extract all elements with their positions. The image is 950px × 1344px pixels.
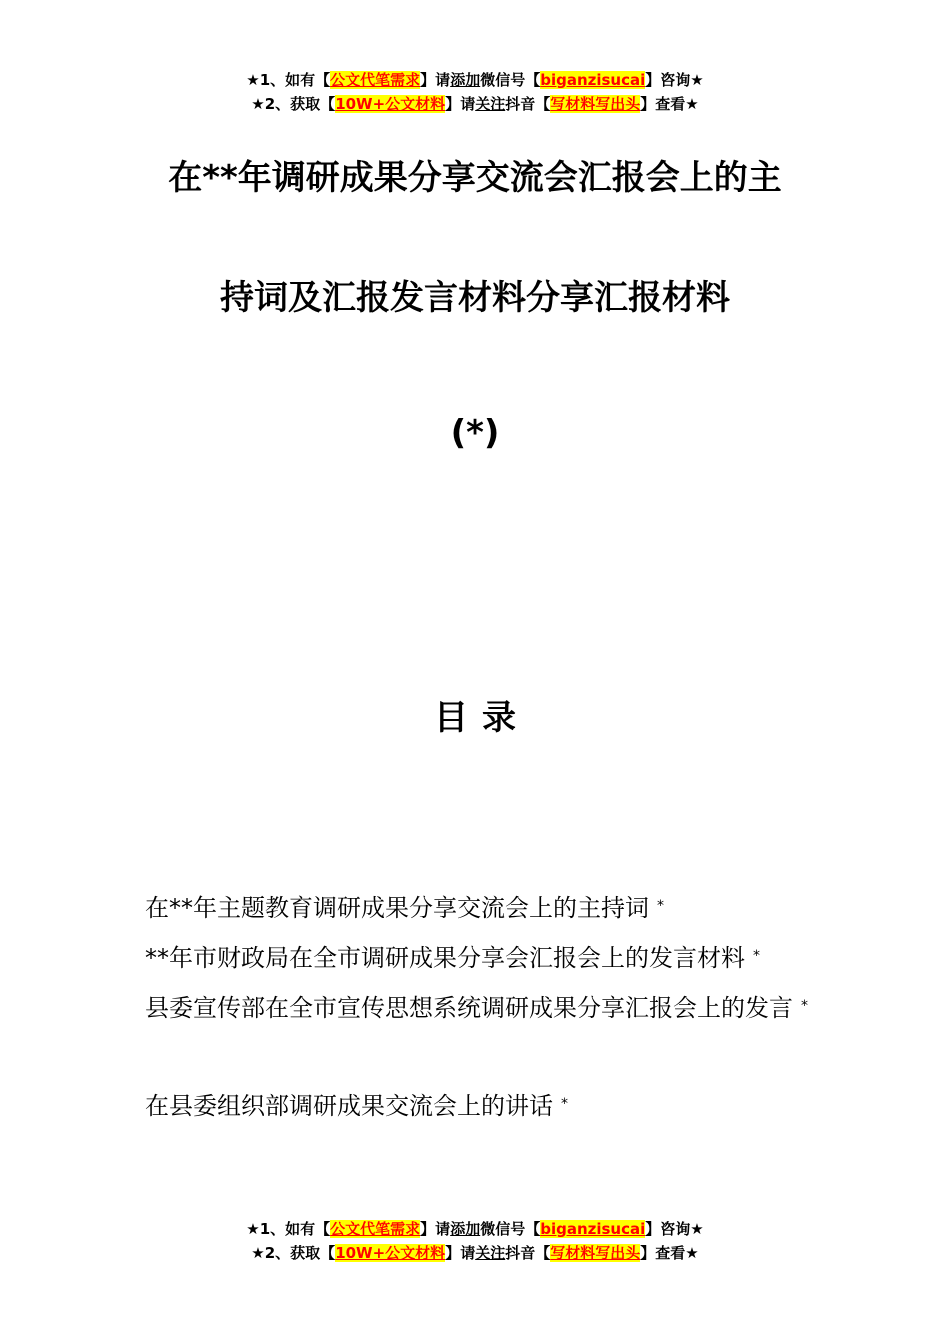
ad-text: 抖音【 xyxy=(505,95,551,113)
toc-list xyxy=(145,882,815,1130)
toc-item[interactable] xyxy=(145,882,815,932)
ad-text: 】查看★ xyxy=(640,95,699,113)
ad-text: 】请 xyxy=(445,1244,476,1262)
ad-underline: 添加 xyxy=(450,71,481,89)
toc-item-page: * xyxy=(801,998,808,1014)
ad-wechat-id: biganzisucai xyxy=(540,1220,646,1238)
toc-item-page: * xyxy=(753,948,760,964)
ad-text: ★2、获取【 xyxy=(251,1244,336,1262)
ad-text: 抖音【 xyxy=(505,1244,551,1262)
toc-heading: 目录 xyxy=(434,698,530,738)
toc-item-text: 在**年主题教育调研成果分享交流会上的主持词 xyxy=(145,894,649,922)
toc-item-page: * xyxy=(657,898,664,914)
document-title-line-1: 在**年调研成果分享交流会汇报会上的主 xyxy=(168,158,782,198)
ad-highlight: 公文代笔需求 xyxy=(330,1220,421,1238)
header-ad-banner xyxy=(0,68,950,116)
ad-text: ★1、如有【 xyxy=(246,1220,331,1238)
ad-douyin-account: 写材料写出头 xyxy=(550,95,641,113)
ad-highlight: 10W+公文材料 xyxy=(335,1244,446,1262)
footer-ad-banner xyxy=(0,1217,950,1265)
document-title-line-3: (*) xyxy=(450,413,500,453)
ad-line-1 xyxy=(0,1217,950,1241)
ad-text: 】请 xyxy=(445,95,476,113)
ad-underline: 关注 xyxy=(475,1244,506,1262)
ad-text: 】查看★ xyxy=(640,1244,699,1262)
ad-underline: 添加 xyxy=(450,1220,481,1238)
ad-highlight: 10W+公文材料 xyxy=(335,95,446,113)
toc-item[interactable] xyxy=(145,982,815,1032)
ad-text: 】请 xyxy=(420,71,451,89)
ad-highlight: 公文代笔需求 xyxy=(330,71,421,89)
toc-item-page: * xyxy=(561,1096,568,1112)
ad-text: ★1、如有【 xyxy=(246,71,331,89)
ad-line-2 xyxy=(0,92,950,116)
ad-line-2 xyxy=(0,1241,950,1265)
ad-underline: 关注 xyxy=(475,95,506,113)
ad-text: 】请 xyxy=(420,1220,451,1238)
document-title-line-2: 持词及汇报发言材料分享汇报材料 xyxy=(220,278,730,318)
ad-douyin-account: 写材料写出头 xyxy=(550,1244,641,1262)
ad-text: 微信号【 xyxy=(480,1220,541,1238)
toc-item-text: 县委宣传部在全市宣传思想系统调研成果分享汇报会上的发言 xyxy=(145,994,793,1022)
ad-text: 微信号【 xyxy=(480,71,541,89)
toc-item-text: **年市财政局在全市调研成果分享会汇报会上的发言材料 xyxy=(145,944,745,972)
ad-wechat-id: biganzisucai xyxy=(540,71,646,89)
ad-line-1 xyxy=(0,68,950,92)
ad-text: ★2、获取【 xyxy=(251,95,336,113)
ad-text: 】咨询★ xyxy=(645,71,704,89)
toc-item[interactable] xyxy=(145,1080,815,1130)
ad-text: 】咨询★ xyxy=(645,1220,704,1238)
toc-item-text: 在县委组织部调研成果交流会上的讲话 xyxy=(145,1092,553,1120)
toc-item[interactable] xyxy=(145,932,815,982)
